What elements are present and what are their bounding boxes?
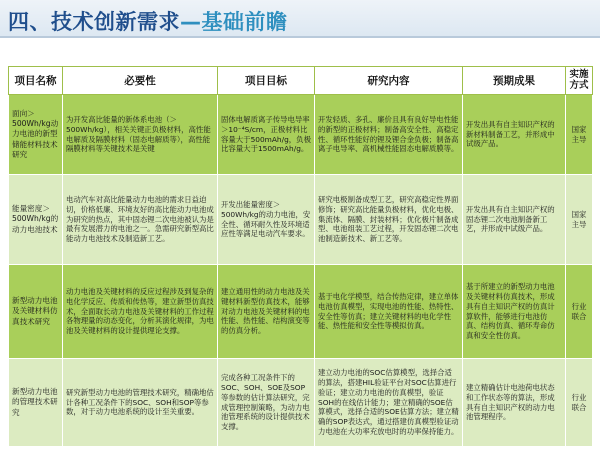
row-content: 开发轻质、多孔、廉价且具有良好导电性能的新型的正极材料；制备高安全性、高稳定性、循环性能好的锂及锂合金负极；制备高离子电导率、高机械性能固态电解质膜等。	[315, 95, 463, 175]
slide-header	[0, 0, 600, 38]
table-header-row	[9, 67, 593, 95]
table-row	[9, 95, 593, 175]
row-goal: 固体电解质离子传导电导率＞10⁻⁴S/cm，正极材料比容量大于500mAh/g，负极比容量大于1500mAh/g。	[218, 95, 315, 175]
row-name: 能量密度＞500Wh/kg的动力电池技术	[9, 175, 63, 265]
row-content: 建立动力电池的SOC估算模型，选择合适的算法，搭建HIL验证平台对SOC估算进行验证；建立动力电池的仿真模型，验证SOH的在线估计能力；建立精确的SOE估算模式，选择合适的SOE估算方法；建立精确的SOP表达式，通过搭建仿真模型验证动力电池在大功率充放电时的功率保持能力。	[315, 359, 463, 447]
row-necessity: 电动汽车对高比能量动力电池的需求日益迫切，价格低廉、环境友好的高比能动力电池成为研究的热点，其中固态锂二次电池被认为是最有发展潜力的电池之一。急需研究新型高比能动力电池技术及制造新工艺。	[63, 175, 218, 265]
row-necessity: 动力电池及关键材料的反应过程涉及到复杂的电化学反应、传质和传热等，建立新型仿真技术，全面取长动力电池及关键材料的工作过程各物理量的动态变化，分析其演化规律，为电池及关键材料的设计提供理论支撑。	[63, 265, 218, 359]
column-header-content: 研究内容	[315, 67, 463, 95]
row-necessity: 为开发高比能量的新体系电池（＞500Wh/kg），相关关键正负极材料，高性能电解质及隔膜材料（固态电解质等），高性能隔膜材料等关键技术是关键	[63, 95, 218, 175]
title-subtitle: —基础前瞻	[180, 10, 288, 34]
row-outcome: 开发出具有自主知识产权的固态锂二次电池制备新工艺，并形成中试级产品。	[463, 175, 566, 265]
row-content: 基于电化学模型，结合传热定律，建立单体电池仿真模型，实现电池的性能、热特性、安全性等仿真；建立关键材料的电化学性能、热性能和安全性等模拟仿真。	[315, 265, 463, 359]
row-mode: 国家主导	[566, 175, 593, 265]
row-goal: 建立通用性的动力电池及关键材料新型仿真技术，能够对动力电池及关键材料的电性能、热性能、结构演变等的仿真分析。	[218, 265, 315, 359]
column-header-goal: 项目目标	[218, 67, 315, 95]
row-name: 面向＞500Wh/kg动力电池的新型储能材料技术研究	[9, 95, 63, 175]
row-content: 研究电极制备成型工艺，研究高稳定性界面修饰；研究高比能量负极材料，优化电极、集流体、隔膜、封装材料；优化极片制备成型、电池组装工艺过程，开发固态锂二次电池制造新技术、新工艺等。	[315, 175, 463, 265]
row-name: 新型动力电池的管理技术研究	[9, 359, 63, 447]
table-row	[9, 359, 593, 447]
column-header-necessity: 必要性	[63, 67, 218, 95]
row-name: 新型动力电池及关键材料仿真技术研究	[9, 265, 63, 359]
slide-title	[8, 6, 288, 36]
row-mode: 行业联合	[566, 359, 593, 447]
row-mode: 行业联合	[566, 265, 593, 359]
row-outcome: 开发出具有自主知识产权的新材料制备工艺，并形成中试级产品。	[463, 95, 566, 175]
row-mode: 国家主导	[566, 95, 593, 175]
tech-demand-table	[8, 66, 593, 447]
row-necessity: 研究新型动力电池的管理技术研究，精确地估计各种工况条件下的SOC、SOH和SOP等参数，对于动力电池系统的设计至关重要。	[63, 359, 218, 447]
column-header-mode: 实施方式	[566, 67, 593, 95]
row-goal: 开发出能量密度＞500Wh/kg的动力电池，安全性、循环耐久性及环境适应性等满足电动汽车要求。	[218, 175, 315, 265]
row-outcome: 建立精确估计电池荷电状态和工作状态等的算法，形成具有自主知识产权的动力电池管理程序。	[463, 359, 566, 447]
table-row	[9, 265, 593, 359]
table-row	[9, 175, 593, 265]
row-goal: 完成各种工况条件下的SOC、SOH、SOE及SOP等参数的估计算法研究，完成管理控制策略，为动力电池管理系统的设计提供技术支撑。	[218, 359, 315, 447]
title-main: 四、技术创新需求	[8, 10, 180, 34]
row-outcome: 基于所建立的新型动力电池及关键材料仿真技术，形成具有自主知识产权的仿真计算软件，能够进行电池仿真、结构仿真、循环寿命仿真和安全性仿真。	[463, 265, 566, 359]
column-header-name: 项目名称	[9, 67, 63, 95]
column-header-outcome: 预期成果	[463, 67, 566, 95]
